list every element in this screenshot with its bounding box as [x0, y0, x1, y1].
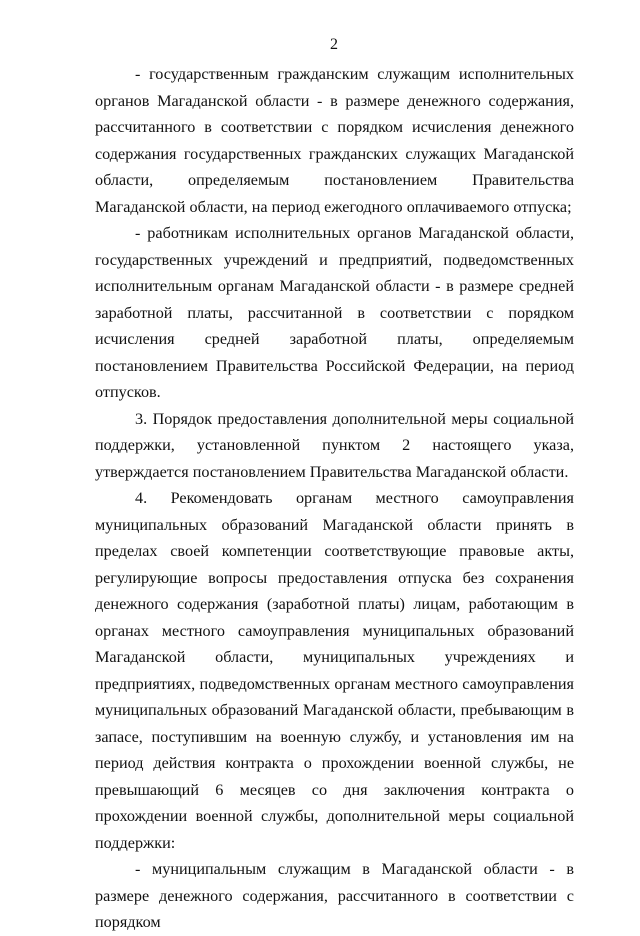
- document-body: [95, 61, 574, 936]
- paragraph-workers-exec-organs: - работникам исполнительных органов Магаданской области, государственных учреждений и предприятий, подведомственных исполнительным органам Магаданской области - в размере средней заработной платы, рассчитанной в соответствии с порядком исчисления средней заработной платы, определяемым постановлением Правительства Российской Федерации, на период отпусков.: [95, 224, 574, 401]
- page-number: 2: [330, 36, 338, 53]
- paragraph-item-3: 3. Порядок предоставления дополнительной меры социальной поддержки, установленной пунктом 2 настоящего указа, утверждается постановлением Правительства Магаданской области.: [95, 409, 574, 481]
- paragraph-item-4: 4. Рекомендовать органам местного самоуправления муниципальных образований Магаданской области принять в пределах своей компетенции соответствующие правовые акты, регулирующие вопросы предоставления отпуска без сохранения денежного содержания (заработной платы) лицам, работающим в органах местного самоуправления муниципальных образований Магаданской области, муниципальных учреждениях и предприятиях, подведомственных органам местного самоуправления муниципальных образований Магаданской области, пребывающим в запасе, поступившим на военную службу, и установления им на период действия контракта о прохождении военной службы, не превышающий 6 месяцев со дня заключения контракта о прохождении военной службы, дополнительной меры социальной поддержки:: [95, 489, 574, 852]
- paragraph-civil-servants-exec-organs: - государственным гражданским служащим исполнительных органов Магаданской области - в размере денежного содержания, рассчитанного в соответствии с порядком исчисления денежного содержания государственных гражданских служащих Магаданской области, определяемым постановлением Правительства Магаданской области, на период ежегодного оплачиваемого отпуска;: [95, 65, 574, 216]
- paragraph-municipal-servants: - муниципальным служащим в Магаданской области - в размере денежного содержания, рассчитанного в соответствии с порядком: [95, 860, 574, 931]
